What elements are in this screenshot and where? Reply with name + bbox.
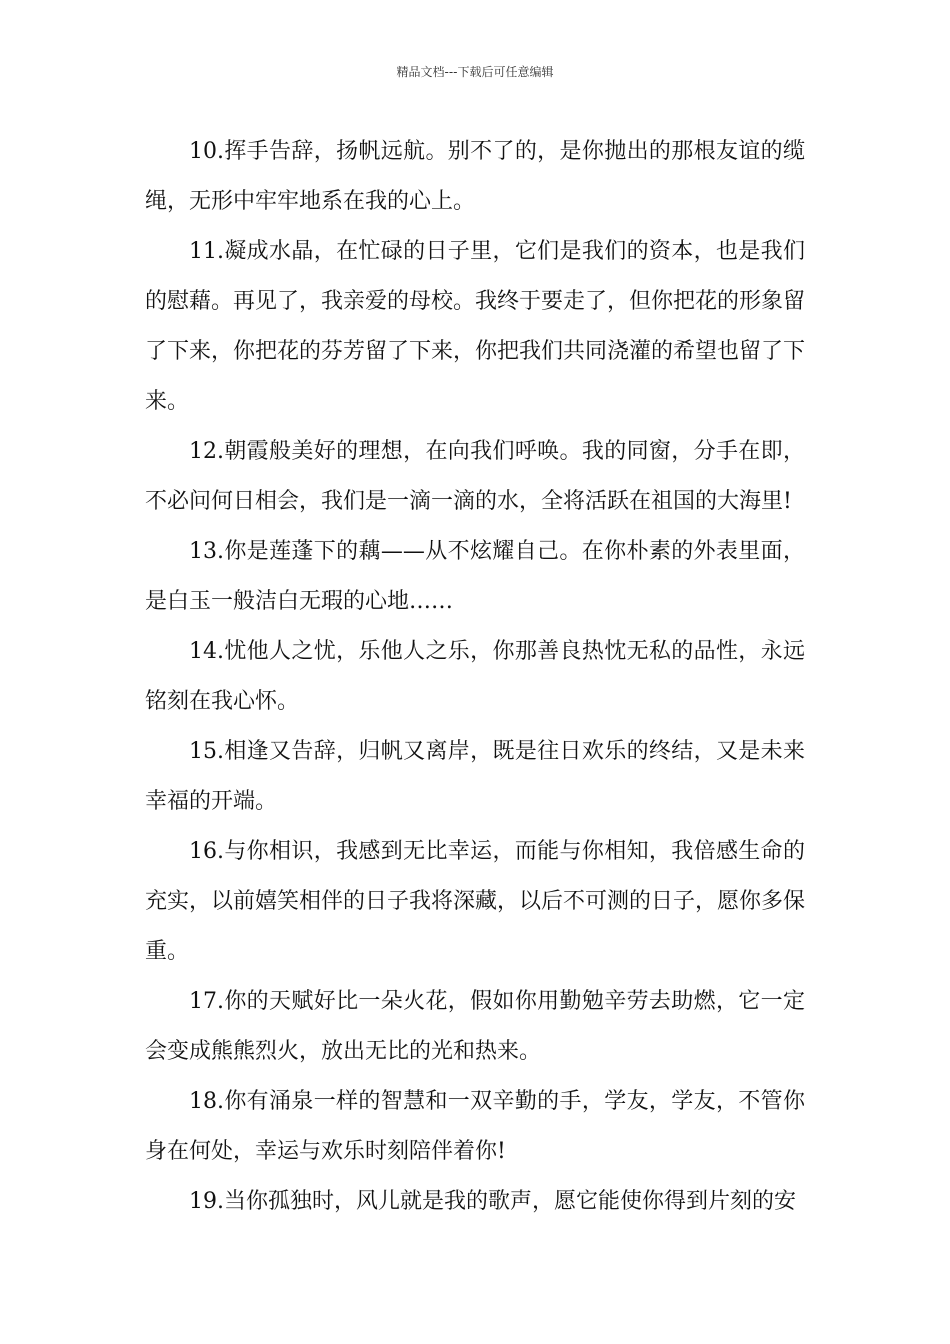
paragraph-10: 10.挥手告辞，扬帆远航。别不了的，是你抛出的那根友谊的缆绳，无形中牢牢地系在我的心上。 [145, 139, 805, 214]
paragraph-18: 18.你有涌泉一样的智慧和一双辛勤的手，学友，学友，不管你身在何处，幸运与欢乐时刻陪伴着你! [145, 1089, 805, 1164]
paragraph-12: 12.朝霞般美好的理想，在向我们呼唤。我的同窗，分手在即，不必问何日相会，我们是一滴一滴的水，全将活跃在祖国的大海里! [145, 439, 805, 514]
paragraph-19: 19.当你孤独时，风儿就是我的歌声，愿它能使你得到片刻的安 [189, 1189, 796, 1214]
paragraph-11: 11.凝成水晶，在忙碌的日子里，它们是我们的资本，也是我们的慰藉。再见了，我亲爱的母校。我终于要走了，但你把花的形象留了下来，你把花的芬芳留了下来，你把我们共同浇灌的希望也留了下来。 [145, 239, 806, 414]
paragraph-13: 13.你是莲蓬下的藕——从不炫耀自己。在你朴素的外表里面，是白玉一般洁白无瑕的心地…… [145, 539, 805, 614]
paragraph-15: 15.相逢又告辞，归帆又离岸，既是往日欢乐的终结，又是未来幸福的开端。 [145, 739, 805, 814]
document-body [145, 127, 805, 1227]
paragraph-17: 17.你的天赋好比一朵火花，假如你用勤勉辛劳去助燃，它一定会变成熊熊烈火，放出无比的光和热来。 [145, 989, 805, 1064]
page-header: 精品文档---下载后可任意编辑 [396, 65, 554, 79]
paragraph-14: 14.忧他人之忧，乐他人之乐，你那善良热忱无私的品性，永远铭刻在我心怀。 [145, 639, 805, 714]
paragraph-16: 16.与你相识，我感到无比幸运，而能与你相知，我倍感生命的充实，以前嬉笑相伴的日子我将深藏，以后不可测的日子，愿你多保重。 [145, 839, 806, 964]
